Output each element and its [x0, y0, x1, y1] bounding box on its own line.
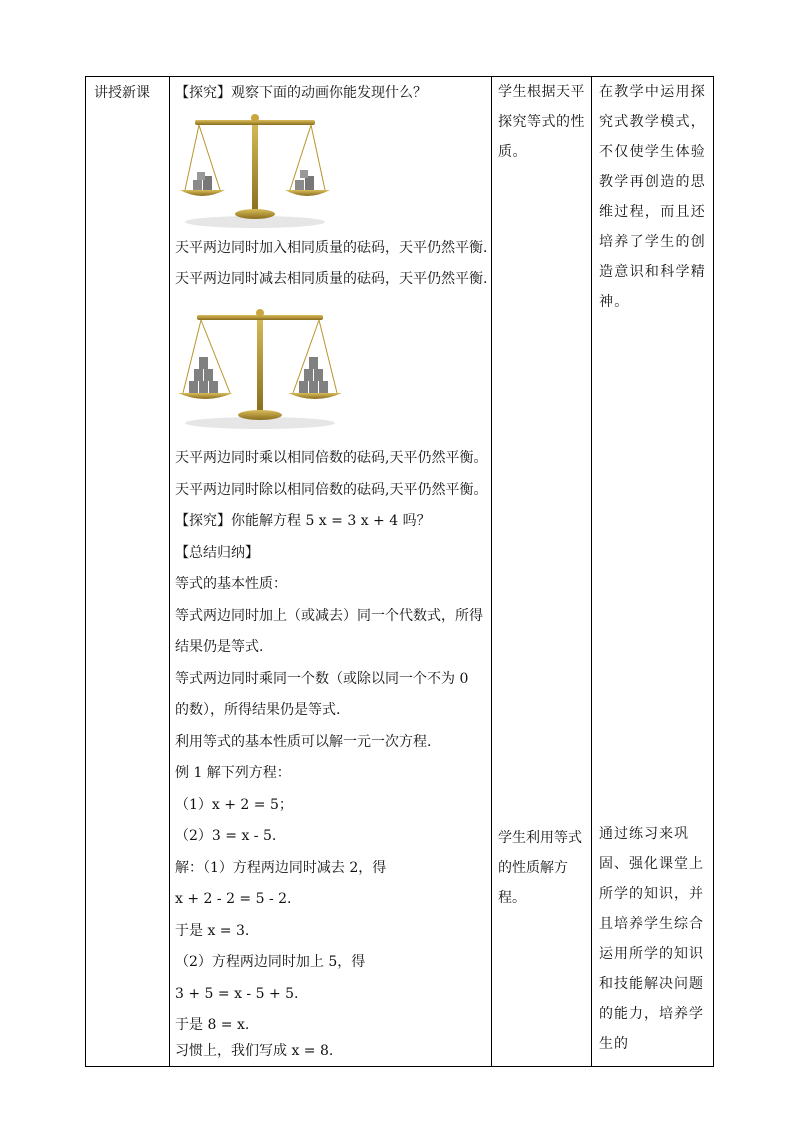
student-activity-text: 学生利用等式的性质解方程。: [498, 830, 582, 906]
student-activity-text: 学生根据天平探究等式的性质。: [498, 84, 585, 160]
content-line: 天平两边同时乘以相同倍数的砝码,天平仍然平衡。: [175, 450, 488, 466]
content-line: 利用等式的基本性质可以解一元一次方程.: [175, 734, 432, 750]
lesson-table: [85, 76, 714, 1067]
content-line: 天平两边同时加入相同质量的砝码，天平仍然平衡.: [175, 240, 488, 256]
student-activity-cell: [492, 77, 592, 1067]
design-intent-text: 通过练习来巩固、强化课堂上所学的知识，并且培养学生综合运用所学的知识和技能解决问题的能力，培养学生的: [599, 826, 704, 1052]
content-line: （2）方程两边同时加上 5，得: [175, 954, 366, 970]
content-line: 【探究】你能解方程 5 x = 3 x + 4 吗？: [175, 513, 431, 529]
design-intent-text: 在教学中运用探究式教学模式，不仅使学生体验教学再创造的思维过程，而且还培养了学生的创造意识和科学精神。: [599, 84, 707, 310]
content-line: 等式两边同时乘同一个数（或除以同一个不为 0: [175, 671, 469, 687]
section-label: 讲授新课: [94, 85, 150, 101]
content-cell: [170, 77, 492, 1067]
content-line: 3 + 5 = x - 5 + 5.: [175, 986, 299, 1002]
content-line: 【探究】观察下面的动画你能发现什么？: [175, 85, 427, 101]
balance-scale-icon: [175, 305, 345, 430]
table-row: [86, 77, 714, 1067]
content-line: 例 1 解下列方程：: [175, 765, 291, 781]
content-line: 等式的基本性质：: [175, 576, 287, 592]
content-line: 结果仍是等式.: [175, 639, 264, 655]
content-line: 于是 8 = x.: [175, 1017, 250, 1033]
content-line: （2）3 = x - 5.: [175, 828, 277, 844]
balance-scale-icon: [175, 110, 335, 230]
content-line: 【总结归纳】: [175, 545, 259, 561]
content-line: 天平两边同时除以相同倍数的砝码,天平仍然平衡。: [175, 482, 488, 498]
content-line: 天平两边同时减去相同质量的砝码，天平仍然平衡.: [175, 271, 488, 287]
content-line: 解：（1）方程两边同时减去 2，得: [175, 860, 387, 876]
content-line: x + 2 - 2 = 5 - 2.: [175, 891, 292, 907]
content-line: 的数），所得结果仍是等式.: [175, 702, 341, 718]
content-line: 习惯上，我们写成 x = 8.: [175, 1043, 334, 1059]
section-cell: [86, 77, 170, 1067]
content-line: 于是 x = 3.: [175, 923, 250, 939]
content-line: 等式两边同时加上（或减去）同一个代数式，所得: [175, 608, 483, 624]
content-line: （1）x + 2 = 5；: [175, 797, 293, 813]
design-intent-cell: [592, 77, 714, 1067]
